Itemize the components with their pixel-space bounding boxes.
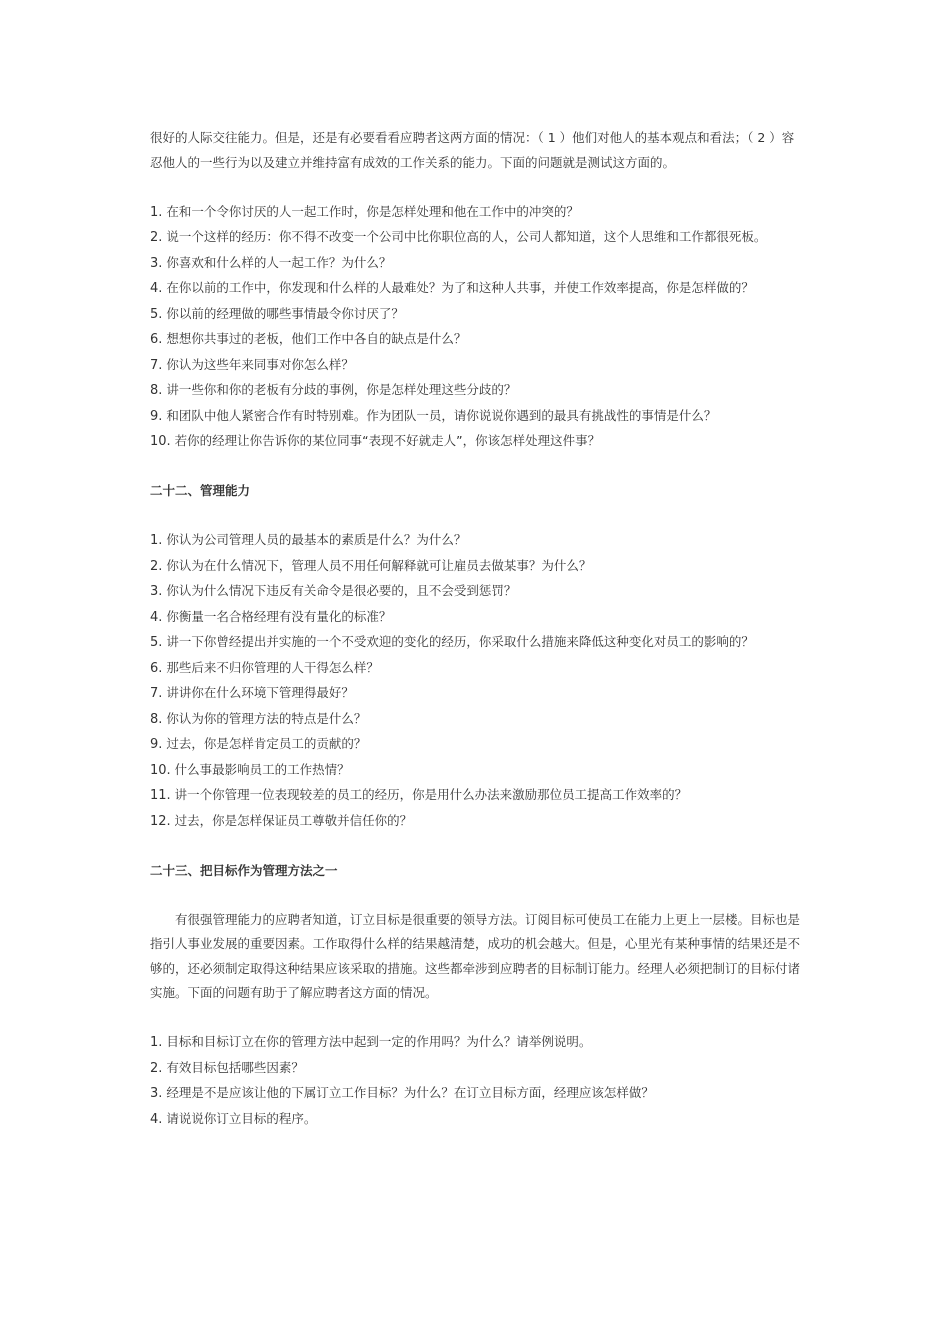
item-number: 3. — [150, 255, 163, 271]
item-number: 7. — [150, 686, 163, 701]
item-text: 在和一个令你讨厌的人一起工作时，你是怎样处理和他在工作中的冲突的？ — [162, 203, 579, 219]
item-text: 有效目标包括哪些因素？ — [162, 1059, 304, 1075]
item-number: 2. — [150, 1060, 163, 1076]
spacer — [150, 1006, 802, 1031]
item-text: 那些后来不归你管理的人干得怎么样？ — [162, 659, 379, 675]
item-number: 3. — [150, 1086, 163, 1101]
list-item — [150, 656, 802, 682]
item-number: 6. — [150, 660, 163, 676]
item-text: 目标和目标订立在你的管理方法中起到一定的作用吗？为什么？请举例说明。 — [162, 1034, 592, 1049]
list-item — [150, 528, 802, 554]
item-number: 1. — [150, 533, 163, 548]
item-text: 想想你共事过的老板，他们工作中各自的缺点是什么？ — [162, 331, 467, 346]
item-text: 你认为什么情况下违反有关命令是很必要的，且不会受到惩罚？ — [162, 583, 517, 598]
list-item — [150, 327, 802, 353]
list-item — [150, 353, 802, 379]
list-item — [150, 554, 802, 580]
item-text: 请说说你订立目标的程序。 — [162, 1110, 317, 1126]
item-text: 讲一下你曾经提出并实施的一个不受欢迎的变化的经历，你采取什么措施来降低这种变化对员工的影响的？ — [162, 634, 754, 649]
list-item — [150, 758, 802, 784]
question-list-management — [150, 528, 802, 834]
list-item — [150, 1030, 802, 1056]
item-text: 说一个这样的经历：你不得不改变一个公司中比你职位高的人，公司人都知道，这个人思维和工作都很死板。 — [162, 229, 767, 244]
item-text: 在你以前的工作中，你发现和什么样的人最难处？为了和这种人共事，并使工作效率提高，你是怎样做的？ — [162, 280, 754, 295]
item-number: 11. — [150, 788, 171, 803]
item-number: 8. — [150, 711, 163, 727]
list-item — [150, 200, 802, 226]
list-item — [150, 1107, 802, 1133]
item-number: 1. — [150, 1035, 163, 1050]
section-heading-goals: 二十三、把目标作为管理方法之一 — [150, 862, 338, 878]
list-item — [150, 809, 802, 835]
item-number: 4. — [150, 609, 163, 625]
item-text: 讲一些你和你的老板有分歧的事例，你是怎样处理这些分歧的？ — [162, 382, 517, 397]
item-text: 你认为在什么情况下，管理人员不用任何解释就可让雇员去做某事？为什么？ — [162, 557, 592, 573]
item-number: 8. — [150, 383, 163, 398]
spacer — [150, 455, 802, 480]
list-item — [150, 378, 802, 404]
item-text: 你认为你的管理方法的特点是什么？ — [162, 710, 367, 726]
spacer — [150, 834, 802, 859]
item-number: 4. — [150, 1111, 163, 1127]
item-text: 和团队中他人紧密合作有时特别难。作为团队一员，请你说说你遇到的最具有挑战性的事情是什么？ — [162, 407, 717, 423]
section-heading-management: 二十二、管理能力 — [150, 483, 251, 498]
list-item — [150, 605, 802, 631]
item-text: 若你的经理让你告诉你的某位同事“表现不好就走人”，你该怎样处理这件事？ — [170, 433, 601, 448]
item-number: 10. — [150, 762, 171, 778]
list-item — [150, 707, 802, 733]
item-text: 你衡量一名合格经理有没有量化的标准？ — [162, 608, 392, 624]
item-number: 6. — [150, 332, 163, 347]
item-text: 过去，你是怎样保证员工尊敬并信任你的？ — [170, 812, 413, 828]
item-text: 你以前的经理做的哪些事情最令你讨厌了？ — [162, 305, 404, 321]
list-item — [150, 579, 802, 605]
item-number: 9. — [150, 408, 163, 424]
list-item — [150, 404, 802, 430]
list-item — [150, 681, 802, 707]
item-number: 2. — [150, 558, 163, 574]
question-list-interpersonal — [150, 200, 802, 455]
item-number: 4. — [150, 281, 163, 296]
spacer — [150, 883, 802, 908]
spacer — [150, 175, 802, 200]
item-number: 5. — [150, 635, 163, 650]
item-text: 讲一个你管理一位表现较差的员工的经历，你是用什么办法来激励那位员工提高工作效率的？ — [170, 787, 688, 802]
list-item — [150, 783, 802, 809]
item-number: 12. — [150, 813, 171, 829]
question-list-goals — [150, 1030, 802, 1132]
spacer — [150, 504, 802, 529]
item-text: 讲讲你在什么环境下管理得最好？ — [162, 685, 354, 700]
item-text: 你喜欢和什么样的人一起工作？为什么？ — [162, 254, 392, 270]
item-text: 过去，你是怎样肯定员工的贡献的？ — [162, 736, 367, 751]
intro-paragraph: 很好的人际交往能力。但是，还是有必要看看应聘者这两方面的情况：（ 1 ）他们对他人的基本观点和看法；（ 2 ）容忍他人的一些行为以及建立并维持富有成效的工作关系的能力。下面的问题就是测试这方面的。 — [150, 130, 795, 170]
item-number: 5. — [150, 306, 163, 322]
list-item — [150, 630, 802, 656]
item-number: 1. — [150, 204, 163, 220]
item-text: 你认为这些年来同事对你怎么样？ — [162, 356, 354, 372]
goals-paragraph: 有很强管理能力的应聘者知道，订立目标是很重要的领导方法。订阅目标可使员工在能力上更上一层楼。目标也是指引人事业发展的重要因素。工作取得什么样的结果越清楚，成功的机会越大。但是，心里光有某种事情的结果还是不够的，还必须制定取得这种结果应该采取的措施。这些都牵涉到应聘者的目标制订能力。经理人必须把制订的目标付诸实施。下面的问题有助于了解应聘者这方面的情况。 — [150, 911, 801, 1000]
list-item — [150, 276, 802, 302]
list-item — [150, 1056, 802, 1082]
list-item — [150, 732, 802, 758]
item-number: 9. — [150, 737, 163, 752]
item-number: 7. — [150, 357, 163, 373]
item-text: 你认为公司管理人员的最基本的素质是什么？为什么？ — [162, 532, 467, 547]
list-item — [150, 1081, 802, 1107]
item-number: 3. — [150, 584, 163, 599]
list-item — [150, 429, 802, 455]
item-text: 经理是不是应该让他的下属订立工作目标？为什么？在订立目标方面，经理应该怎样做？ — [162, 1085, 654, 1100]
list-item — [150, 225, 802, 251]
list-item — [150, 251, 802, 277]
document-body — [150, 126, 802, 1132]
list-item — [150, 302, 802, 328]
item-text: 什么事最影响员工的工作热情？ — [170, 761, 350, 777]
item-number: 2. — [150, 230, 163, 245]
item-number: 10. — [150, 434, 171, 449]
